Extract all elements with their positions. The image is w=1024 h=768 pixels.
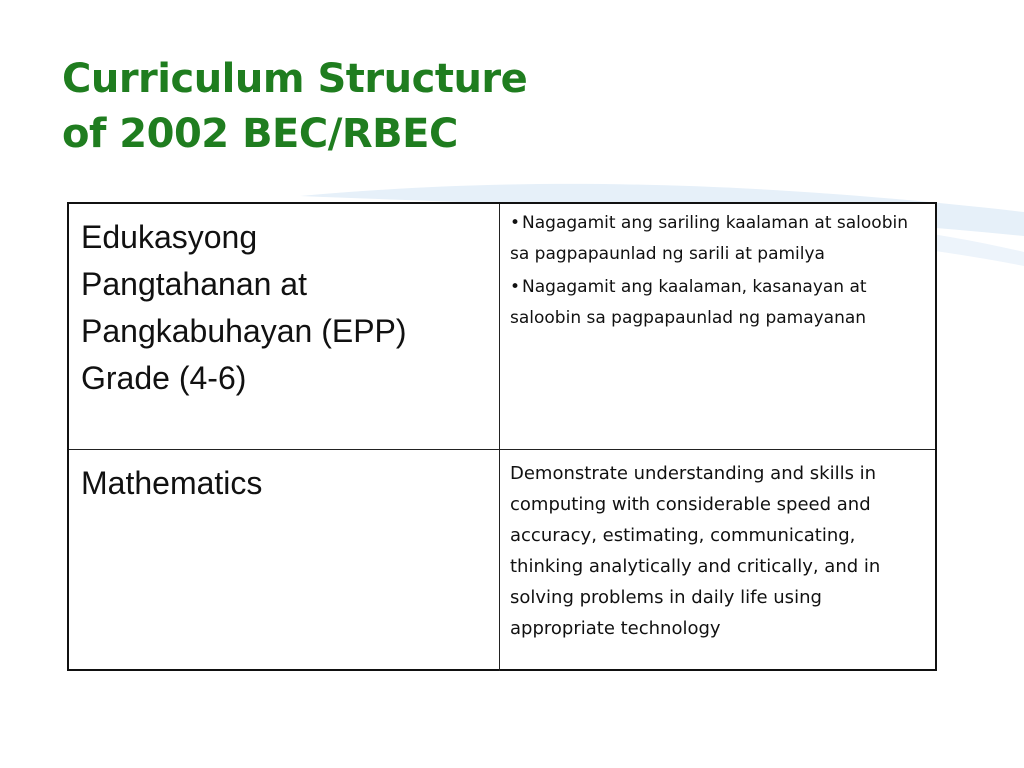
bullet-marker: • <box>510 277 521 297</box>
subject-line: Pangkabuhayan (EPP) <box>81 313 407 349</box>
title-line-1: Curriculum Structure <box>62 56 528 102</box>
subject-cell <box>69 450 500 671</box>
bullet-text: Nagagamit ang kaalaman, kasanayan at saloobin sa pagpapaunlad ng pamayanan <box>510 277 867 328</box>
description-text: Demonstrate understanding and skills in computing with considerable speed and accuracy, estimating, communicating, thinking analytically and critically, and in solving problems in daily life using appropriate technology <box>510 463 881 639</box>
subject-line: Mathematics <box>81 465 263 501</box>
slide-title <box>62 52 527 162</box>
bullet-item <box>510 272 925 334</box>
subject-line: Edukasyong <box>81 219 258 255</box>
subject-line: Pangtahanan at <box>81 266 307 302</box>
description-cell <box>500 204 935 449</box>
subject-cell <box>69 204 500 449</box>
subject-line: Grade (4-6) <box>81 360 247 396</box>
curriculum-table <box>67 202 937 671</box>
bullet-item <box>510 208 925 270</box>
title-line-2: of 2002 BEC/RBEC <box>62 111 458 157</box>
table-row-mathematics <box>69 450 935 671</box>
bullet-marker: • <box>510 213 521 233</box>
bullet-text: Nagagamit ang sariling kaalaman at saloobin sa pagpapaunlad ng sarili at pamilya <box>510 213 908 264</box>
table-row-epp <box>69 204 935 450</box>
description-cell <box>500 450 935 671</box>
